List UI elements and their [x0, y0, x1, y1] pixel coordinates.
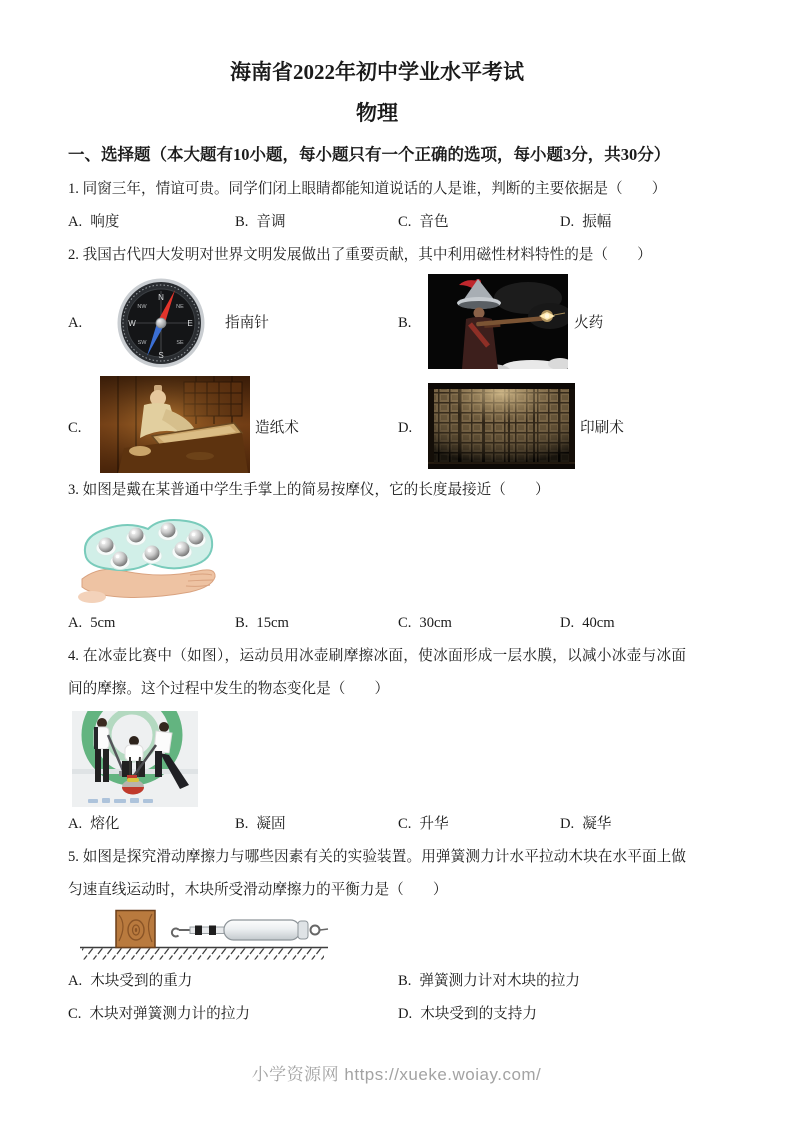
option-letter: B.	[235, 213, 249, 230]
option-text: 音调	[256, 213, 286, 230]
compass-label-nw: NW	[137, 303, 147, 310]
compass-label-se: SE	[176, 339, 184, 346]
option-text: 熔化	[90, 815, 120, 832]
question-2-text: 2. 我国古代四大发明对世界文明发展做出了重要贡献，其中利用磁性材料特性的是（ ）	[68, 246, 652, 263]
spring-scale	[172, 920, 328, 940]
option-letter: C.	[398, 213, 412, 230]
q1-option-d	[560, 206, 686, 239]
compass-label-w: W	[128, 318, 136, 328]
option-letter: D.	[398, 1005, 413, 1022]
q3-option-c	[398, 607, 560, 640]
option-text: 木块受到的重力	[90, 972, 193, 989]
option-text: 40cm	[582, 614, 615, 631]
q5-option-c	[68, 998, 398, 1031]
q2-option-d-letter: D.	[398, 419, 413, 436]
q2-option-b-letter: B.	[398, 314, 412, 331]
question-5-text: 5. 如图是探究滑动摩擦力与哪些因素有关的实验装置。用弹簧测力计水平拉动木块在水平面上做匀速直线运动时，木块所受滑动摩擦力的平衡力是（ ）	[68, 848, 686, 898]
option-text: 升华	[419, 815, 449, 832]
q4-option-b	[235, 808, 398, 841]
question-1-text: 1. 同窗三年，情谊可贵。同学们闭上眼睛都能知道说话的人是谁，判断的主要依据是（ ）	[68, 180, 667, 197]
compass-label-s: S	[158, 350, 164, 360]
question-2-options-ab	[68, 272, 686, 374]
section-header: 一、选择题（本大题有10小题，每小题只有一个正确的选项，每小题3分，共30分）	[68, 144, 671, 164]
option-letter: C.	[68, 1005, 82, 1022]
question-4-text: 4. 在冰壶比赛中（如图），运动员用冰壶刷摩擦冰面，使冰面形成一层水膜，以减小冰壶与冰面间的摩擦。这个过程中发生的物态变化是（ ）	[68, 647, 686, 697]
q2-option-c-text: 造纸术	[255, 419, 299, 436]
soldier-head	[474, 307, 485, 318]
compass-label-n: N	[158, 292, 164, 302]
compass-label-e: E	[187, 318, 193, 328]
compass-hub	[156, 318, 166, 328]
q5-option-a	[68, 965, 398, 998]
q2-option-a-text: 指南针	[225, 314, 269, 331]
q3-option-b	[235, 607, 398, 640]
option-text: 30cm	[419, 614, 452, 631]
q4-option-d	[560, 808, 686, 841]
question-3-options	[68, 607, 686, 640]
q4-option-c	[398, 808, 560, 841]
option-letter: D.	[560, 213, 575, 230]
q2-option-b-text: 火药	[574, 314, 604, 331]
scale-body	[224, 920, 300, 940]
page-subject: 物理	[356, 101, 398, 126]
printing-photo	[428, 383, 575, 469]
option-letter: A.	[68, 213, 83, 230]
option-letter: D.	[560, 614, 575, 631]
curling-photo	[72, 711, 198, 807]
compass-label-sw: SW	[137, 339, 147, 346]
q4-option-a	[68, 808, 235, 841]
q2-option-d-text: 印刷术	[580, 419, 624, 436]
option-letter: C.	[398, 614, 412, 631]
question-5-options	[68, 965, 686, 1031]
option-text: 音色	[419, 213, 449, 230]
q5-option-b	[398, 965, 686, 998]
option-text: 15cm	[256, 614, 289, 631]
q2-option-a-letter: A.	[68, 314, 83, 331]
papermaking-photo	[100, 376, 250, 473]
question-1-options	[68, 206, 686, 239]
massager-photo	[72, 515, 222, 605]
scale-ring	[311, 925, 320, 934]
option-text: 弹簧测力计对木块的拉力	[419, 972, 580, 989]
option-text: 木块受到的支持力	[420, 1005, 537, 1022]
option-letter: B.	[398, 972, 412, 989]
friction-experiment-diagram	[78, 907, 330, 965]
option-letter: C.	[398, 815, 412, 832]
q1-option-b	[235, 206, 398, 239]
compass-photo	[117, 278, 205, 368]
question-3-text: 3. 如图是戴在某普通中学生手掌上的简易按摩仪，它的长度最接近（ ）	[68, 481, 550, 498]
question-4-figure-row	[68, 706, 686, 808]
gunpowder-photo	[428, 274, 568, 369]
question-4-options	[68, 808, 686, 841]
q1-option-a	[68, 206, 235, 239]
question-2-options-cd	[68, 374, 686, 474]
q2-option-c-letter: C.	[68, 419, 82, 436]
option-letter: B.	[235, 614, 249, 631]
option-text: 振幅	[582, 213, 612, 230]
option-letter: A.	[68, 972, 83, 989]
wood-block	[116, 910, 155, 947]
option-text: 木块对弹簧测力计的拉力	[89, 1005, 250, 1022]
option-letter: D.	[560, 815, 575, 832]
footer-watermark: 小学资源网 https://xueke.woiay.com/	[251, 1065, 542, 1084]
ground-hatching	[82, 948, 324, 959]
scale-hook	[172, 928, 179, 936]
option-letter: A.	[68, 815, 83, 832]
option-text: 响度	[90, 213, 120, 230]
option-text: 5cm	[90, 614, 116, 631]
question-5-figure-row	[68, 907, 686, 965]
option-letter: A.	[68, 614, 83, 631]
option-text: 凝固	[256, 815, 286, 832]
q1-option-c	[398, 206, 560, 239]
q3-option-d	[560, 607, 686, 640]
compass-label-ne: NE	[176, 303, 184, 310]
question-3-figure-row	[68, 507, 686, 607]
option-text: 凝华	[582, 815, 612, 832]
q5-option-d	[398, 998, 686, 1031]
q3-option-a	[68, 607, 235, 640]
page-title: 海南省2022年初中学业水平考试	[230, 60, 524, 84]
option-letter: B.	[235, 815, 249, 832]
